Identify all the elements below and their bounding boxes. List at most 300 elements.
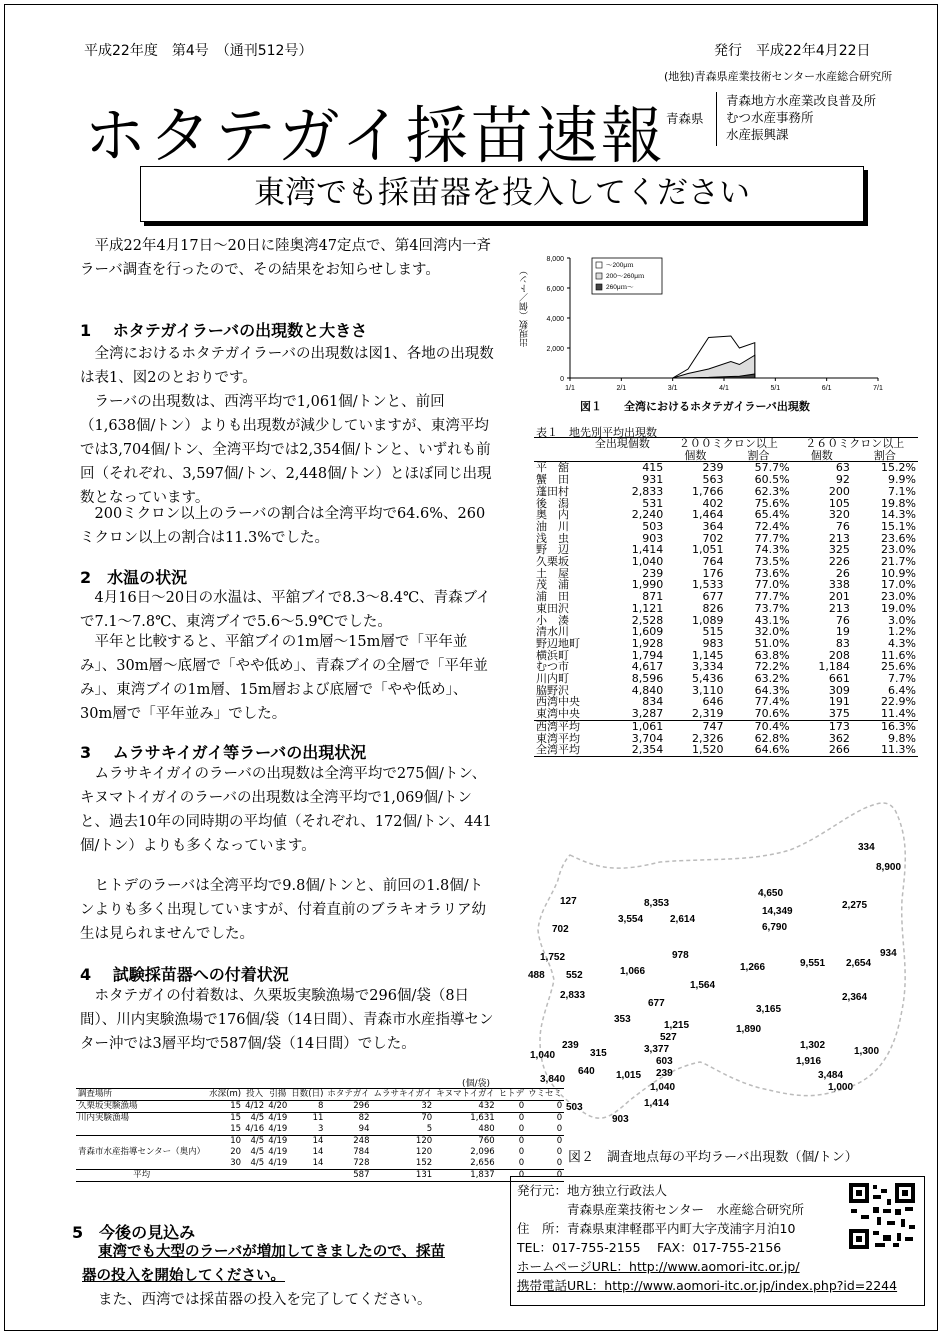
table-cell: 83 bbox=[835, 636, 850, 650]
region-name: 東湾平均 bbox=[536, 731, 580, 745]
table-cell: 1,609 bbox=[631, 625, 664, 639]
table-row bbox=[534, 579, 918, 591]
map-station-value: 334 bbox=[858, 842, 875, 853]
table-cell bbox=[76, 1136, 207, 1148]
y-tick-label: 2,000 bbox=[546, 346, 564, 353]
table-cell: 23.0% bbox=[881, 590, 916, 604]
table-cell: 0 bbox=[556, 1170, 563, 1180]
table-cell: 1.2% bbox=[888, 625, 916, 639]
table-cell: 76 bbox=[835, 613, 850, 627]
table-cell: 23.6% bbox=[881, 531, 916, 545]
table-cell: 15.1% bbox=[881, 519, 916, 533]
table-cell: 226 bbox=[828, 555, 850, 569]
table-cell: 338 bbox=[828, 578, 850, 592]
table-cell: 2,096 bbox=[470, 1147, 495, 1157]
region-name: 東湾中央 bbox=[536, 707, 580, 721]
table-cell: 15 bbox=[230, 1101, 242, 1111]
map-station-value: 677 bbox=[648, 998, 665, 1009]
attachment-table bbox=[76, 1088, 564, 1182]
map-station-value: 603 bbox=[656, 1056, 673, 1067]
table-cell: 503 bbox=[642, 519, 664, 533]
table-cell: 3.0% bbox=[888, 613, 916, 627]
table-cell: 94 bbox=[358, 1124, 370, 1134]
table-row bbox=[534, 650, 918, 662]
table-cell: 11.3% bbox=[881, 743, 916, 757]
table-cell: 16.3% bbox=[881, 719, 916, 733]
table-cell: 661 bbox=[828, 672, 850, 686]
table-cell: 1,061 bbox=[631, 719, 664, 733]
table-cell: 70.4% bbox=[754, 719, 790, 733]
section-heading: 5 今後の見込み bbox=[72, 1223, 196, 1242]
map-station-value: 1,890 bbox=[736, 1024, 762, 1035]
table-row bbox=[534, 498, 918, 510]
header-divider bbox=[716, 92, 717, 146]
table-cell: 77.0% bbox=[754, 578, 790, 592]
table-cell: 120 bbox=[415, 1136, 433, 1146]
legend-label: ～200μｍ bbox=[606, 262, 634, 269]
table-row bbox=[76, 1124, 564, 1136]
larvae-chart bbox=[512, 248, 902, 416]
x-tick-label: 4/1 bbox=[719, 385, 729, 392]
region-name: 野 辺 bbox=[536, 543, 569, 557]
table-header: 引揚 bbox=[269, 1089, 287, 1099]
table-cell: 0 bbox=[518, 1158, 525, 1168]
table-row bbox=[534, 462, 918, 474]
table-cell: 0 bbox=[556, 1147, 563, 1157]
map-station-value: 527 bbox=[660, 1032, 677, 1043]
region-name: 清水川 bbox=[536, 625, 569, 639]
map-caption: 図２ 調査地点毎の平均ラーバ出現数（個/トン） bbox=[568, 1150, 858, 1165]
table-cell: 1,414 bbox=[631, 543, 664, 557]
table-row bbox=[534, 720, 918, 732]
table-cell: 702 bbox=[702, 531, 724, 545]
publisher-box bbox=[510, 1176, 925, 1306]
table-cell: 1,051 bbox=[691, 543, 724, 557]
map-station-value: 903 bbox=[612, 1114, 629, 1125]
institute-name: (地独)青森県産業技術センター水産総合研究所 bbox=[664, 70, 893, 83]
table-cell: 2,319 bbox=[691, 707, 724, 721]
qr-code-icon bbox=[847, 1181, 917, 1251]
region-name: 西湾平均 bbox=[536, 719, 580, 733]
table-cell: 200 bbox=[828, 484, 850, 498]
table-cell: 5 bbox=[426, 1124, 433, 1134]
map-station-value: 353 bbox=[614, 1014, 631, 1025]
map-station-value: 934 bbox=[880, 948, 897, 959]
outlook-text: また、西湾では採苗器の投入を完了してください。 bbox=[98, 1292, 432, 1308]
table-cell: 64.6% bbox=[754, 743, 790, 757]
paragraph: 全湾におけるホタテガイラーバの出現数は図1、各地の出現数は表1、図2のとおりです。 bbox=[80, 346, 494, 386]
table-cell: 4/16 bbox=[245, 1124, 265, 1134]
table-cell: 0 bbox=[518, 1101, 525, 1111]
table-cell: 728 bbox=[353, 1158, 370, 1168]
table-row bbox=[76, 1136, 564, 1148]
table-cell: 9.9% bbox=[888, 473, 916, 487]
map-station-value: 2,275 bbox=[842, 900, 868, 911]
table-cell: 14 bbox=[312, 1158, 324, 1168]
table-row bbox=[534, 615, 918, 627]
table-cell: 0 bbox=[518, 1170, 525, 1180]
table-cell: 11.4% bbox=[881, 707, 916, 721]
table-cell: 77.7% bbox=[754, 590, 790, 604]
table-cell: 63.2% bbox=[754, 672, 790, 686]
table-cell: 17.0% bbox=[881, 578, 916, 592]
table-cell: 983 bbox=[702, 636, 724, 650]
table-cell: 19.8% bbox=[881, 496, 916, 510]
table-cell: 0 bbox=[556, 1158, 563, 1168]
map-station-value: 239 bbox=[656, 1068, 673, 1079]
map-station-value: 1,564 bbox=[690, 980, 716, 991]
table-cell: 22.9% bbox=[881, 695, 916, 709]
table-row bbox=[534, 685, 918, 697]
table-cell: 173 bbox=[828, 719, 850, 733]
section-heading: 4 試験採苗器への付着状況 bbox=[80, 965, 289, 984]
map-station-value: 2,364 bbox=[842, 992, 868, 1003]
region-name: 奥 内 bbox=[536, 508, 569, 522]
table-header: ウミセミ bbox=[528, 1089, 563, 1099]
x-tick-label: 1/1 bbox=[565, 385, 575, 392]
table-cell: 15 bbox=[230, 1113, 242, 1123]
map-station-value: 315 bbox=[590, 1048, 607, 1059]
map-station-value: 640 bbox=[578, 1066, 595, 1077]
region-name: 小 湊 bbox=[536, 613, 569, 627]
table-cell: 1,990 bbox=[631, 578, 664, 592]
table-cell: 4/12 bbox=[245, 1101, 265, 1111]
table-cell: 1,837 bbox=[470, 1170, 495, 1180]
region-name: 西湾中央 bbox=[536, 695, 580, 709]
legend-swatch bbox=[596, 284, 602, 290]
map-station-value: 239 bbox=[562, 1040, 579, 1051]
region-name: 後 潟 bbox=[536, 496, 569, 510]
table-row bbox=[534, 696, 918, 708]
region-name: 野辺地町 bbox=[536, 636, 580, 650]
table-cell: 563 bbox=[702, 473, 724, 487]
map-station-value: 3,554 bbox=[618, 914, 644, 925]
map-station-value: 1,414 bbox=[644, 1098, 670, 1109]
x-tick-label: 2/1 bbox=[616, 385, 627, 392]
table-cell: 4,617 bbox=[631, 660, 664, 674]
map-station-value: 702 bbox=[552, 924, 569, 935]
table-cell: 1,040 bbox=[631, 555, 664, 569]
table-row bbox=[534, 638, 918, 650]
y-tick-label: 0 bbox=[560, 376, 564, 383]
map-station-value: 1,752 bbox=[540, 952, 566, 963]
table-cell: 0 bbox=[518, 1136, 525, 1146]
table-cell: 213 bbox=[828, 601, 850, 615]
map-station-value: 488 bbox=[528, 970, 545, 981]
table-row bbox=[534, 708, 918, 720]
map-station-value: 3,840 bbox=[540, 1074, 566, 1085]
page-title: ホタテガイ採苗速報 bbox=[84, 99, 666, 172]
map-station-value: 14,349 bbox=[762, 906, 793, 917]
x-tick-label: 5/1 bbox=[770, 385, 781, 392]
table-header: 全出現個数 bbox=[594, 437, 650, 450]
region-name: 浦 田 bbox=[536, 590, 569, 604]
table-cell: 10 bbox=[230, 1136, 242, 1146]
map-station-value: 3,165 bbox=[756, 1004, 782, 1015]
publisher-line: 青森県産業技術センター 水産総合研究所 bbox=[517, 1202, 805, 1217]
table-cell: 239 bbox=[702, 461, 724, 475]
paragraph: 平年と比較すると、平舘ブイの1m層～15m層で「平年並み」、30m層～底層で「やや低め」、青森ブイの全層で「平年並み」、東湾ブイの1m層、15m層および底層で「やや低め」、30m層で「平年並み」でした。 bbox=[80, 634, 488, 722]
table-cell: 2,833 bbox=[631, 484, 664, 498]
table-cell: 191 bbox=[828, 695, 850, 709]
table-cell: 266 bbox=[828, 743, 850, 757]
table-cell: 川内実験漁場 bbox=[78, 1113, 130, 1123]
publisher-line: 発行元：地方独立行政法人 bbox=[517, 1183, 668, 1198]
map-station-value: 1,302 bbox=[800, 1040, 826, 1051]
map-station-value: 503 bbox=[566, 1102, 583, 1113]
table-header: ヒトデ bbox=[498, 1089, 525, 1099]
table-row bbox=[76, 1158, 564, 1170]
table-cell: 480 bbox=[478, 1124, 495, 1134]
outlook-emphasis: 東湾でも大型のラーバが増加してきましたので、採苗 bbox=[98, 1243, 445, 1260]
x-tick-label: 6/1 bbox=[821, 385, 832, 392]
table-cell: 871 bbox=[642, 590, 664, 604]
table-cell: 70.6% bbox=[754, 707, 790, 721]
table-cell: 1,766 bbox=[691, 484, 724, 498]
section-heading: 2 水温の状況 bbox=[80, 568, 188, 587]
map-station-value: 8,900 bbox=[876, 862, 902, 873]
table-cell: 2,656 bbox=[470, 1158, 495, 1168]
table-cell: 213 bbox=[828, 531, 850, 545]
org-item: むつ水産事務所 bbox=[726, 110, 814, 125]
y-tick-label: 4,000 bbox=[546, 316, 564, 323]
table-cell: 0 bbox=[556, 1113, 563, 1123]
table-cell: 784 bbox=[353, 1147, 370, 1157]
table-cell: 4/5 bbox=[250, 1113, 265, 1123]
table-cell: 4/19 bbox=[268, 1124, 288, 1134]
table-cell: 834 bbox=[642, 695, 664, 709]
table-cell: 531 bbox=[642, 496, 664, 510]
region-name: 全湾平均 bbox=[536, 743, 580, 757]
map-station-value: 1,266 bbox=[740, 962, 766, 973]
table-cell: 11 bbox=[312, 1113, 324, 1123]
table-row bbox=[534, 533, 918, 545]
table-cell: 4/19 bbox=[268, 1113, 288, 1123]
table-cell: 77.7% bbox=[754, 531, 790, 545]
table-row bbox=[534, 626, 918, 638]
table-header: 調査場所 bbox=[78, 1089, 113, 1099]
table-cell: 4/5 bbox=[250, 1147, 265, 1157]
table-cell: 120 bbox=[415, 1147, 433, 1157]
table-cell bbox=[289, 1170, 325, 1182]
table-cell: 32 bbox=[421, 1101, 433, 1111]
table-cell: 3,110 bbox=[691, 683, 724, 697]
paragraph: ホタテガイの付着数は、久栗坂実験漁場で296個/袋（8日間）、川内実験漁場で176個/袋（14日間）、青森市水産指導センター沖では3層平均で587個/袋（14日間）でした。 bbox=[80, 988, 494, 1052]
table-cell: 296 bbox=[353, 1101, 370, 1111]
publisher-line: ホームページURL：http://www.aomori-itc.or.jp/ bbox=[517, 1259, 800, 1274]
table-cell: 201 bbox=[828, 590, 850, 604]
table-header: 割合 bbox=[873, 448, 896, 462]
table-cell: 4/19 bbox=[268, 1147, 288, 1157]
table-row bbox=[76, 1170, 564, 1182]
table-cell: 15 bbox=[230, 1124, 242, 1134]
table-cell: 74.3% bbox=[754, 543, 790, 557]
table-cell: 1,089 bbox=[691, 613, 724, 627]
table-cell: 25.6% bbox=[881, 660, 916, 674]
table-cell: 105 bbox=[828, 496, 850, 510]
table-header: 投入 bbox=[246, 1089, 264, 1099]
map-station-value: 2,614 bbox=[670, 914, 696, 925]
x-tick-label: 3/1 bbox=[667, 385, 678, 392]
table-cell: 1,184 bbox=[818, 660, 850, 674]
issue-number: 平成22年度 第4号 （通刊512号） bbox=[84, 43, 313, 59]
table-unit: (個/袋) bbox=[462, 1079, 491, 1089]
table-cell: 4,840 bbox=[631, 683, 664, 697]
outlook-emphasis: 器の投入を開始してください。 bbox=[82, 1267, 285, 1284]
table-cell: 1,145 bbox=[691, 648, 724, 662]
table-cell: 92 bbox=[835, 473, 850, 487]
region-table bbox=[534, 437, 918, 757]
table-cell: 23.0% bbox=[881, 543, 916, 557]
table-cell: 0 bbox=[518, 1147, 525, 1157]
table-cell: 1,520 bbox=[691, 743, 724, 757]
publisher-line: 住 所：青森県東津軽郡平内町大字茂浦字月泊10 bbox=[517, 1221, 796, 1236]
table-cell: 0 bbox=[518, 1124, 525, 1134]
table-row bbox=[534, 603, 918, 615]
prefecture: 青森県 bbox=[666, 111, 704, 126]
table-cell: 30 bbox=[230, 1158, 242, 1168]
table-cell: 152 bbox=[415, 1158, 433, 1168]
map-station-value: 1,040 bbox=[650, 1082, 676, 1093]
org-item: 青森地方水産業改良普及所 bbox=[726, 93, 877, 108]
table-cell: 64.3% bbox=[754, 683, 790, 697]
table-cell: 平均 bbox=[133, 1170, 151, 1180]
table-cell: 325 bbox=[828, 543, 850, 557]
table-cell: 3 bbox=[318, 1124, 324, 1134]
map-station-value: 3,377 bbox=[644, 1044, 670, 1055]
table-header: 割合 bbox=[747, 448, 770, 462]
y-tick-label: 8,000 bbox=[546, 256, 564, 263]
table-cell bbox=[266, 1170, 289, 1182]
region-name: 脇野沢 bbox=[536, 683, 569, 697]
table-cell: 2,528 bbox=[631, 613, 664, 627]
table-cell: 646 bbox=[702, 695, 724, 709]
table-row bbox=[534, 521, 918, 533]
table-header: ムラサキイガイ bbox=[373, 1089, 433, 1099]
table-cell: 4.3% bbox=[888, 636, 916, 650]
map-station-value: 1,015 bbox=[616, 1070, 642, 1081]
table-cell: 60.5% bbox=[754, 473, 790, 487]
paragraph: ムラサキイガイのラーバの出現数は全湾平均で275個/トン、キヌマトイガイのラーバの出現数は全湾平均で1,069個/トンと、過去10年の同時期の平均値（それぞれ、172個/トン、441個/トン）よりも多くなっています。 bbox=[80, 766, 492, 854]
table-header: キヌマトイガイ bbox=[436, 1089, 495, 1099]
table-cell: 7.7% bbox=[888, 672, 916, 686]
table-header: 日数(日) bbox=[291, 1089, 324, 1099]
table-cell: 26 bbox=[835, 566, 850, 580]
table-cell: 2,354 bbox=[631, 743, 664, 757]
table-cell: 72.4% bbox=[754, 519, 790, 533]
table-row bbox=[534, 661, 918, 673]
table-cell: 760 bbox=[478, 1136, 495, 1146]
table-cell: 402 bbox=[702, 496, 724, 510]
table-cell: 903 bbox=[642, 531, 664, 545]
issue-date: 発行 平成22年4月22日 bbox=[714, 43, 871, 59]
table-cell: 764 bbox=[702, 555, 724, 569]
table-cell: 6.4% bbox=[888, 683, 916, 697]
region-name: 浅 虫 bbox=[536, 531, 569, 545]
table-cell: 10.9% bbox=[881, 566, 916, 580]
table-cell: 20 bbox=[230, 1147, 242, 1157]
region-name: 久栗坂 bbox=[536, 555, 569, 569]
table-cell: 364 bbox=[702, 519, 724, 533]
table-cell bbox=[76, 1158, 207, 1170]
table-cell: 62.3% bbox=[754, 484, 790, 498]
table-cell: 1,794 bbox=[631, 648, 664, 662]
table-cell: 久栗坂実験漁場 bbox=[78, 1101, 138, 1111]
table-cell: 57.7% bbox=[754, 461, 790, 475]
publisher-line: TEL：017-755-2155 FAX：017-755-2156 bbox=[517, 1240, 782, 1255]
table-row bbox=[534, 673, 918, 685]
intro-paragraph: 平成22年4月17日～20日に陸奥湾47定点で、第4回湾内一斉ラーバ調査を行ったので、その結果をお知らせします。 bbox=[80, 238, 491, 278]
map-station-value: 1,215 bbox=[664, 1020, 690, 1031]
table-cell: 239 bbox=[642, 566, 664, 580]
x-tick-label: 7/1 bbox=[873, 385, 883, 392]
table-cell bbox=[76, 1124, 207, 1136]
table-row bbox=[534, 591, 918, 603]
section-heading: 1 ホタテガイラーバの出現数と大きさ bbox=[80, 321, 368, 340]
table-row bbox=[76, 1147, 564, 1158]
table-cell: 1,631 bbox=[470, 1113, 495, 1123]
map-station-value: 6,790 bbox=[762, 922, 788, 933]
table-cell: 4/5 bbox=[250, 1136, 265, 1146]
table-row bbox=[534, 744, 918, 756]
table-cell: 1,533 bbox=[691, 578, 724, 592]
map-station-value: 9,551 bbox=[800, 958, 826, 969]
table-cell: 0 bbox=[556, 1101, 563, 1111]
table-cell: 320 bbox=[828, 508, 850, 522]
table-cell: 70 bbox=[421, 1113, 433, 1123]
map-station-value: 127 bbox=[560, 896, 577, 907]
chart-title: 図１ 全湾におけるホタテガイラーバ出現数 bbox=[580, 400, 810, 413]
table-cell: 8,596 bbox=[631, 672, 664, 686]
table-cell: 432 bbox=[478, 1101, 495, 1111]
table-header: ホタテガイ bbox=[327, 1089, 370, 1099]
map-station-value: 8,353 bbox=[644, 898, 670, 909]
map-station-value: 1,000 bbox=[828, 1082, 854, 1093]
region-name: むつ市 bbox=[536, 660, 569, 674]
table-cell: 11.6% bbox=[881, 648, 916, 662]
table-cell: 0 bbox=[518, 1113, 525, 1123]
region-name: 蟹 田 bbox=[536, 473, 569, 487]
table-cell: 63 bbox=[835, 461, 850, 475]
table-cell: 131 bbox=[415, 1170, 433, 1180]
table-row bbox=[534, 474, 918, 486]
table-cell: 4/20 bbox=[268, 1101, 288, 1111]
table-cell: 62.8% bbox=[754, 731, 790, 745]
table-header: 個数 bbox=[684, 448, 707, 462]
table-cell: 375 bbox=[828, 707, 850, 721]
map-station-value: 1,300 bbox=[854, 1046, 880, 1057]
table-cell: 14.3% bbox=[881, 508, 916, 522]
table-cell: 73.7% bbox=[754, 601, 790, 615]
table-cell: 14 bbox=[312, 1147, 324, 1157]
headline-banner: 東湾でも採苗器を投入してください bbox=[140, 166, 864, 222]
map-station-value: 4,650 bbox=[758, 888, 784, 899]
table-row bbox=[534, 486, 918, 498]
region-name: 横浜町 bbox=[536, 648, 569, 662]
table-cell: 931 bbox=[642, 473, 664, 487]
table-cell: 208 bbox=[828, 648, 850, 662]
table-cell: 21.7% bbox=[881, 555, 916, 569]
table-cell: 415 bbox=[642, 461, 664, 475]
table-cell: 587 bbox=[353, 1170, 370, 1180]
paragraph: 200ミクロン以上のラーバの割合は全湾平均で64.6%、260ミクロン以上の割合は11.3%でした。 bbox=[80, 506, 486, 546]
map-station-value: 1,040 bbox=[530, 1050, 556, 1061]
legend-swatch bbox=[596, 273, 602, 279]
table-cell: 72.2% bbox=[754, 660, 790, 674]
table-cell: 176 bbox=[702, 566, 724, 580]
map-station-value: 1,066 bbox=[620, 966, 646, 977]
table-cell: 14 bbox=[312, 1136, 324, 1146]
